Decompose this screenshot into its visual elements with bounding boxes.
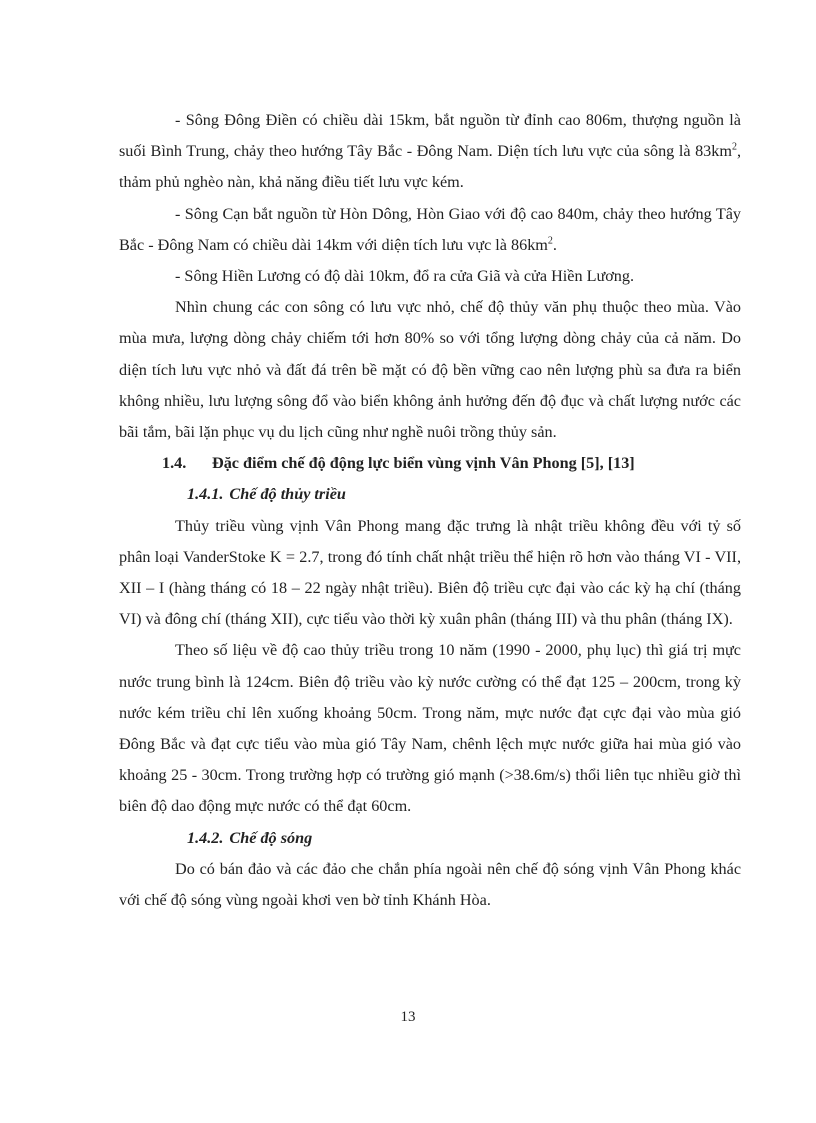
paragraph-song-hien-luong: - Sông Hiền Lương có độ dài 10km, đổ ra cửa Giã và cửa Hiền Lương. (175, 267, 635, 286)
paragraph-tide-characteristics: Thủy triều vùng vịnh Vân Phong mang đặc trưng là nhật triều không đều với tỷ số phân loại VanderStoke K = 2.7, trong đó tính chất nhật triều thể hiện rõ hơn vào tháng VI - VII, XII – I (hàng tháng có 18 – 22 ngày nhật triều). Biên độ triều cực đại vào các kỳ hạ chí (tháng VI) và đông chí (tháng XII), cực tiểu vào thời kỳ xuân phân (tháng III) và thu phân (tháng IX). (119, 516, 741, 629)
section-title: Đặc điểm chế độ động lực biển vùng vịnh Vân Phong [5], [13] (212, 454, 635, 473)
section-heading-1-4 (119, 448, 741, 479)
subsection-title: Chế độ sóng (229, 828, 313, 847)
subsection-title: Chế độ thủy triều (229, 485, 346, 504)
page-number: 13 (400, 1009, 416, 1025)
subsection-number: 1.4.1. (187, 485, 224, 504)
subsection-heading-1-4-2 (119, 823, 741, 854)
subsection-number: 1.4.2. (187, 828, 224, 847)
paragraph-song-dong-dien: - Sông Đông Điền có chiều dài 15km, bắt nguồn từ đỉnh cao 806m, thượng nguồn là suối Bình Trung, chảy theo hướng Tây Bắc - Đông Nam. Diện tích lưu vực của sông là $83km^2$, thảm phủ nghèo nàn, khả năng điều tiết lưu vực kém. (119, 111, 741, 192)
section-number: 1.4. (162, 454, 187, 473)
paragraph-overview-rivers: Nhìn chung các con sông có lưu vực nhỏ, chế độ thủy văn phụ thuộc theo mùa. Vào mùa mưa, lượng dòng chảy chiếm tới hơn 80% so với tổng lượng dòng chảy của cả năm. Do diện tích lưu vực nhỏ và đất đá trên bề mặt có độ bền vững cao nên lượng phù sa đưa ra biển không nhiều, lưu lượng sông đổ vào biển không ảnh hưởng đến độ đục và chất lượng nước các bãi tắm, bãi lặn phục vụ du lịch cũng như nghề nuôi trồng thủy sản. (119, 298, 741, 442)
paragraph-wave-regime: Do có bán đảo và các đảo che chắn phía ngoài nên chế độ sóng vịnh Vân Phong khác với chế độ sóng vùng ngoài khơi ven bờ tỉnh Khánh Hòa. (119, 859, 741, 910)
superscript: 2 (547, 235, 553, 247)
subsection-heading-1-4-1 (119, 479, 741, 510)
paragraph-song-can: - Sông Cạn bắt nguồn từ Hòn Dông, Hòn Giao với độ cao 840m, chảy theo hướng Tây Bắc - Đông Nam có chiều dài 14km với diện tích lưu vực là $86km^2$. (119, 204, 741, 254)
document-page (119, 105, 741, 916)
paragraph-tide-data: Theo số liệu về độ cao thủy triều trong 10 năm (1990 - 2000, phụ lục) thì giá trị mực nước trung bình là 124cm. Biên độ triều vào kỳ nước cường có thể đạt 125 – 200cm, trong kỳ nước kém triều chỉ lên xuống khoảng 50cm. Trong năm, mực nước đạt cực đại vào mùa gió Đông Bắc và đạt cực tiểu vào mùa gió Tây Nam, chênh lệch mực nước giữa hai mùa gió vào khoảng 25 - 30cm. Trong trường hợp có trường gió mạnh (>38.6m/s) thổi liên tục nhiều giờ thì biên độ dao động mực nước có thể đạt 60cm. (119, 641, 741, 816)
superscript: 2 (731, 141, 737, 153)
